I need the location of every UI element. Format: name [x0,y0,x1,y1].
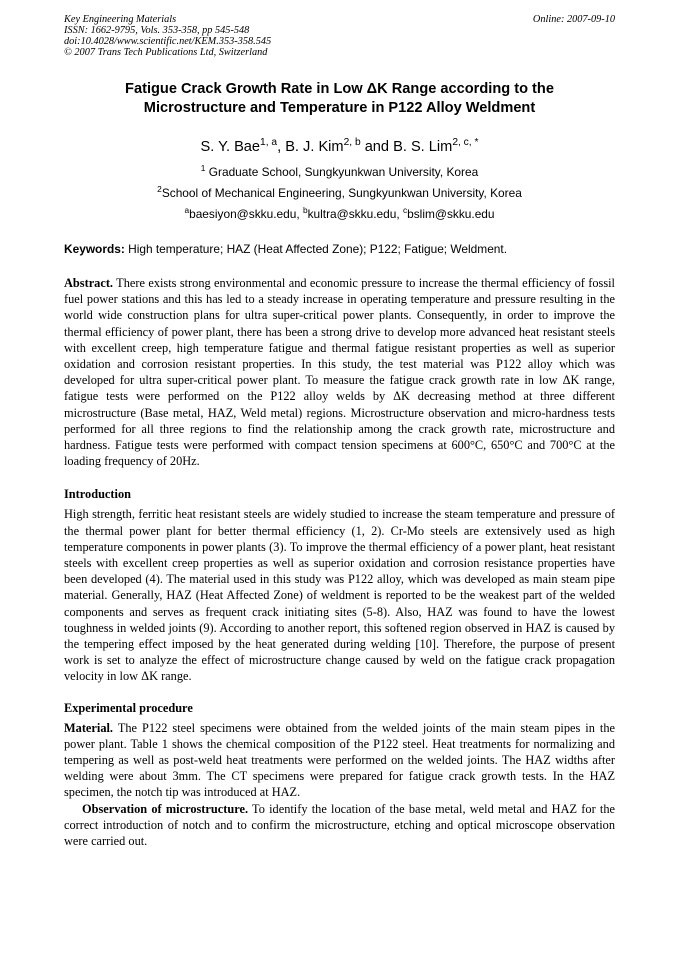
paper-page [64,14,615,849]
author-emails [64,207,615,221]
author-list [64,138,615,156]
author-superscript: 1, a [260,137,278,149]
author-separator: and [360,139,394,155]
observation-paragraph [64,801,615,850]
journal-doi: doi:10.4028/www.scientific.net/KEM.353-358.545 [64,36,272,47]
author-name: S. Y. Bae [200,139,261,155]
author-separator: , [277,139,286,155]
keywords-text: High temperature; HAZ (Heat Affected Zone); P122; Fatigue; Weldment. [124,242,508,256]
journal-copyright: © 2007 Trans Tech Publications Ltd, Switzerland [64,47,268,58]
abstract-label: Abstract. [64,276,114,290]
author-name: B. S. Lim [393,139,453,155]
journal-name: Key Engineering Materials [64,14,177,25]
title-line-1: Fatigue Crack Growth Rate in Low ΔK Range according to the [125,81,554,97]
email-superscript: c [402,205,408,216]
affiliation-superscript: 2 [157,184,162,195]
introduction-heading: Introduction [64,487,131,502]
material-text: The P122 steel specimens were obtained from the welded joints of the main steam pipes in the power plant. Table 1 shows the chemical composition of the P122 steel. Heat treatments for normalizing and tempering as well as post-weld heat treatments were performed on the welded joints. The HAZ widths after welding were about 3mm. The CT specimens were prepared for fatigue crack growth tests. In the HAZ specimen, the notch tip was introduced at HAZ. [64,720,615,800]
experimental-heading: Experimental procedure [64,700,193,715]
affiliation-2 [64,186,615,200]
email-link[interactable]: bslim@skku.edu [407,207,495,221]
title-line-2: Microstructure and Temperature in P122 Alloy Weldment [143,100,536,116]
paper-title [64,80,615,118]
affiliation-text: School of Mechanical Engineering, Sungkyunkwan University, Korea [161,186,522,200]
email-superscript: b [302,205,308,216]
affiliation-superscript: 1 [200,163,206,174]
email-link[interactable]: baesiyon@skku.edu, [189,207,303,221]
keywords [64,242,615,256]
keywords-label: Keywords: [64,242,125,256]
introduction-body: High strength, ferritic heat resistant steels are widely studied to increase the steam temperature and pressure of the thermal power plant for better thermal efficiency (1, 2). Cr-Mo steels are extensively used as high temperature components in power plants (3). To improve the thermal efficiency of a power plant, heat resistant steels with excellent creep properties as well as superior oxidation and corrosion resistance properties have been developed (4). The material used in this study was P122 alloy, which was developed as main steam pipe material. Generally, HAZ (Heat Affected Zone) of weldment is reported to be the weakest part of the welded components and serves as frequent crack initiating sites (5-8). Also, HAZ was found to have the lowest toughness in welded joints (9). According to another report, this softened region observed in HAZ is caused by the tempering effect imposed by the heat generated during welding [10]. Therefore, the purpose of present work is set to analyze the effect of microstructure change caused by weld on the fatigue crack propagation velocity in low ΔK range. [64,507,615,684]
author-superscript: 2, c, * [452,137,479,149]
affiliation-1 [64,165,615,179]
abstract [64,275,615,469]
author-name: B. J. Kim [285,139,344,155]
journal-header [64,14,615,58]
author-superscript: 2, b [343,137,361,149]
material-label: Material. [64,720,114,735]
observation-label: Observation of microstructure. [82,801,249,816]
email-superscript: a [184,205,190,216]
online-date: Online: 2007-09-10 [532,14,615,25]
journal-issn: ISSN: 1662-9795, Vols. 353-358, pp 545-548 [64,25,250,36]
material-paragraph [64,720,615,801]
observation-text: To identify the location of the base metal, weld metal and HAZ for the correct introduction of notch and to confirm the microstructure, etching and optical microscope observation were carried out. [64,801,615,849]
affiliation-text: Graduate School, Sungkyunkwan University, Korea [205,165,479,179]
email-link[interactable]: kultra@skku.edu, [307,207,403,221]
abstract-text: There exists strong environmental and economic pressure to increase the thermal efficiency of fossil fuel power stations and this has led to a steady increase in operating temperature and pressure resulting in the world wide construction plans for ultra super-critical power plants. Consequently, in order to improve the thermal efficiency of power plant, there has been a strong drive to develop more advanced heat resistant steels with excellent creep, high temperature fatigue and thermal fatigue resistant properties as well as superior oxidation and corrosion resistant properties. In this study, the test material was P122 alloy which was developed for ultra super-critical power plant. To measure the fatigue crack growth rate in low ΔK range, fatigue tests were performed on the P122 alloy welds by ΔK decreasing method at three different microstructure (Base metal, HAZ, Weld metal) regions. Microstructure observation and micro-hardness tests performed for all three regions to find the relationship among the crack growth rate, microstructure and hardness. Fatigue tests were performed with compact tension specimens at 600°C, 650°C and 700°C at the loading frequency of 20Hz. [64,276,615,469]
